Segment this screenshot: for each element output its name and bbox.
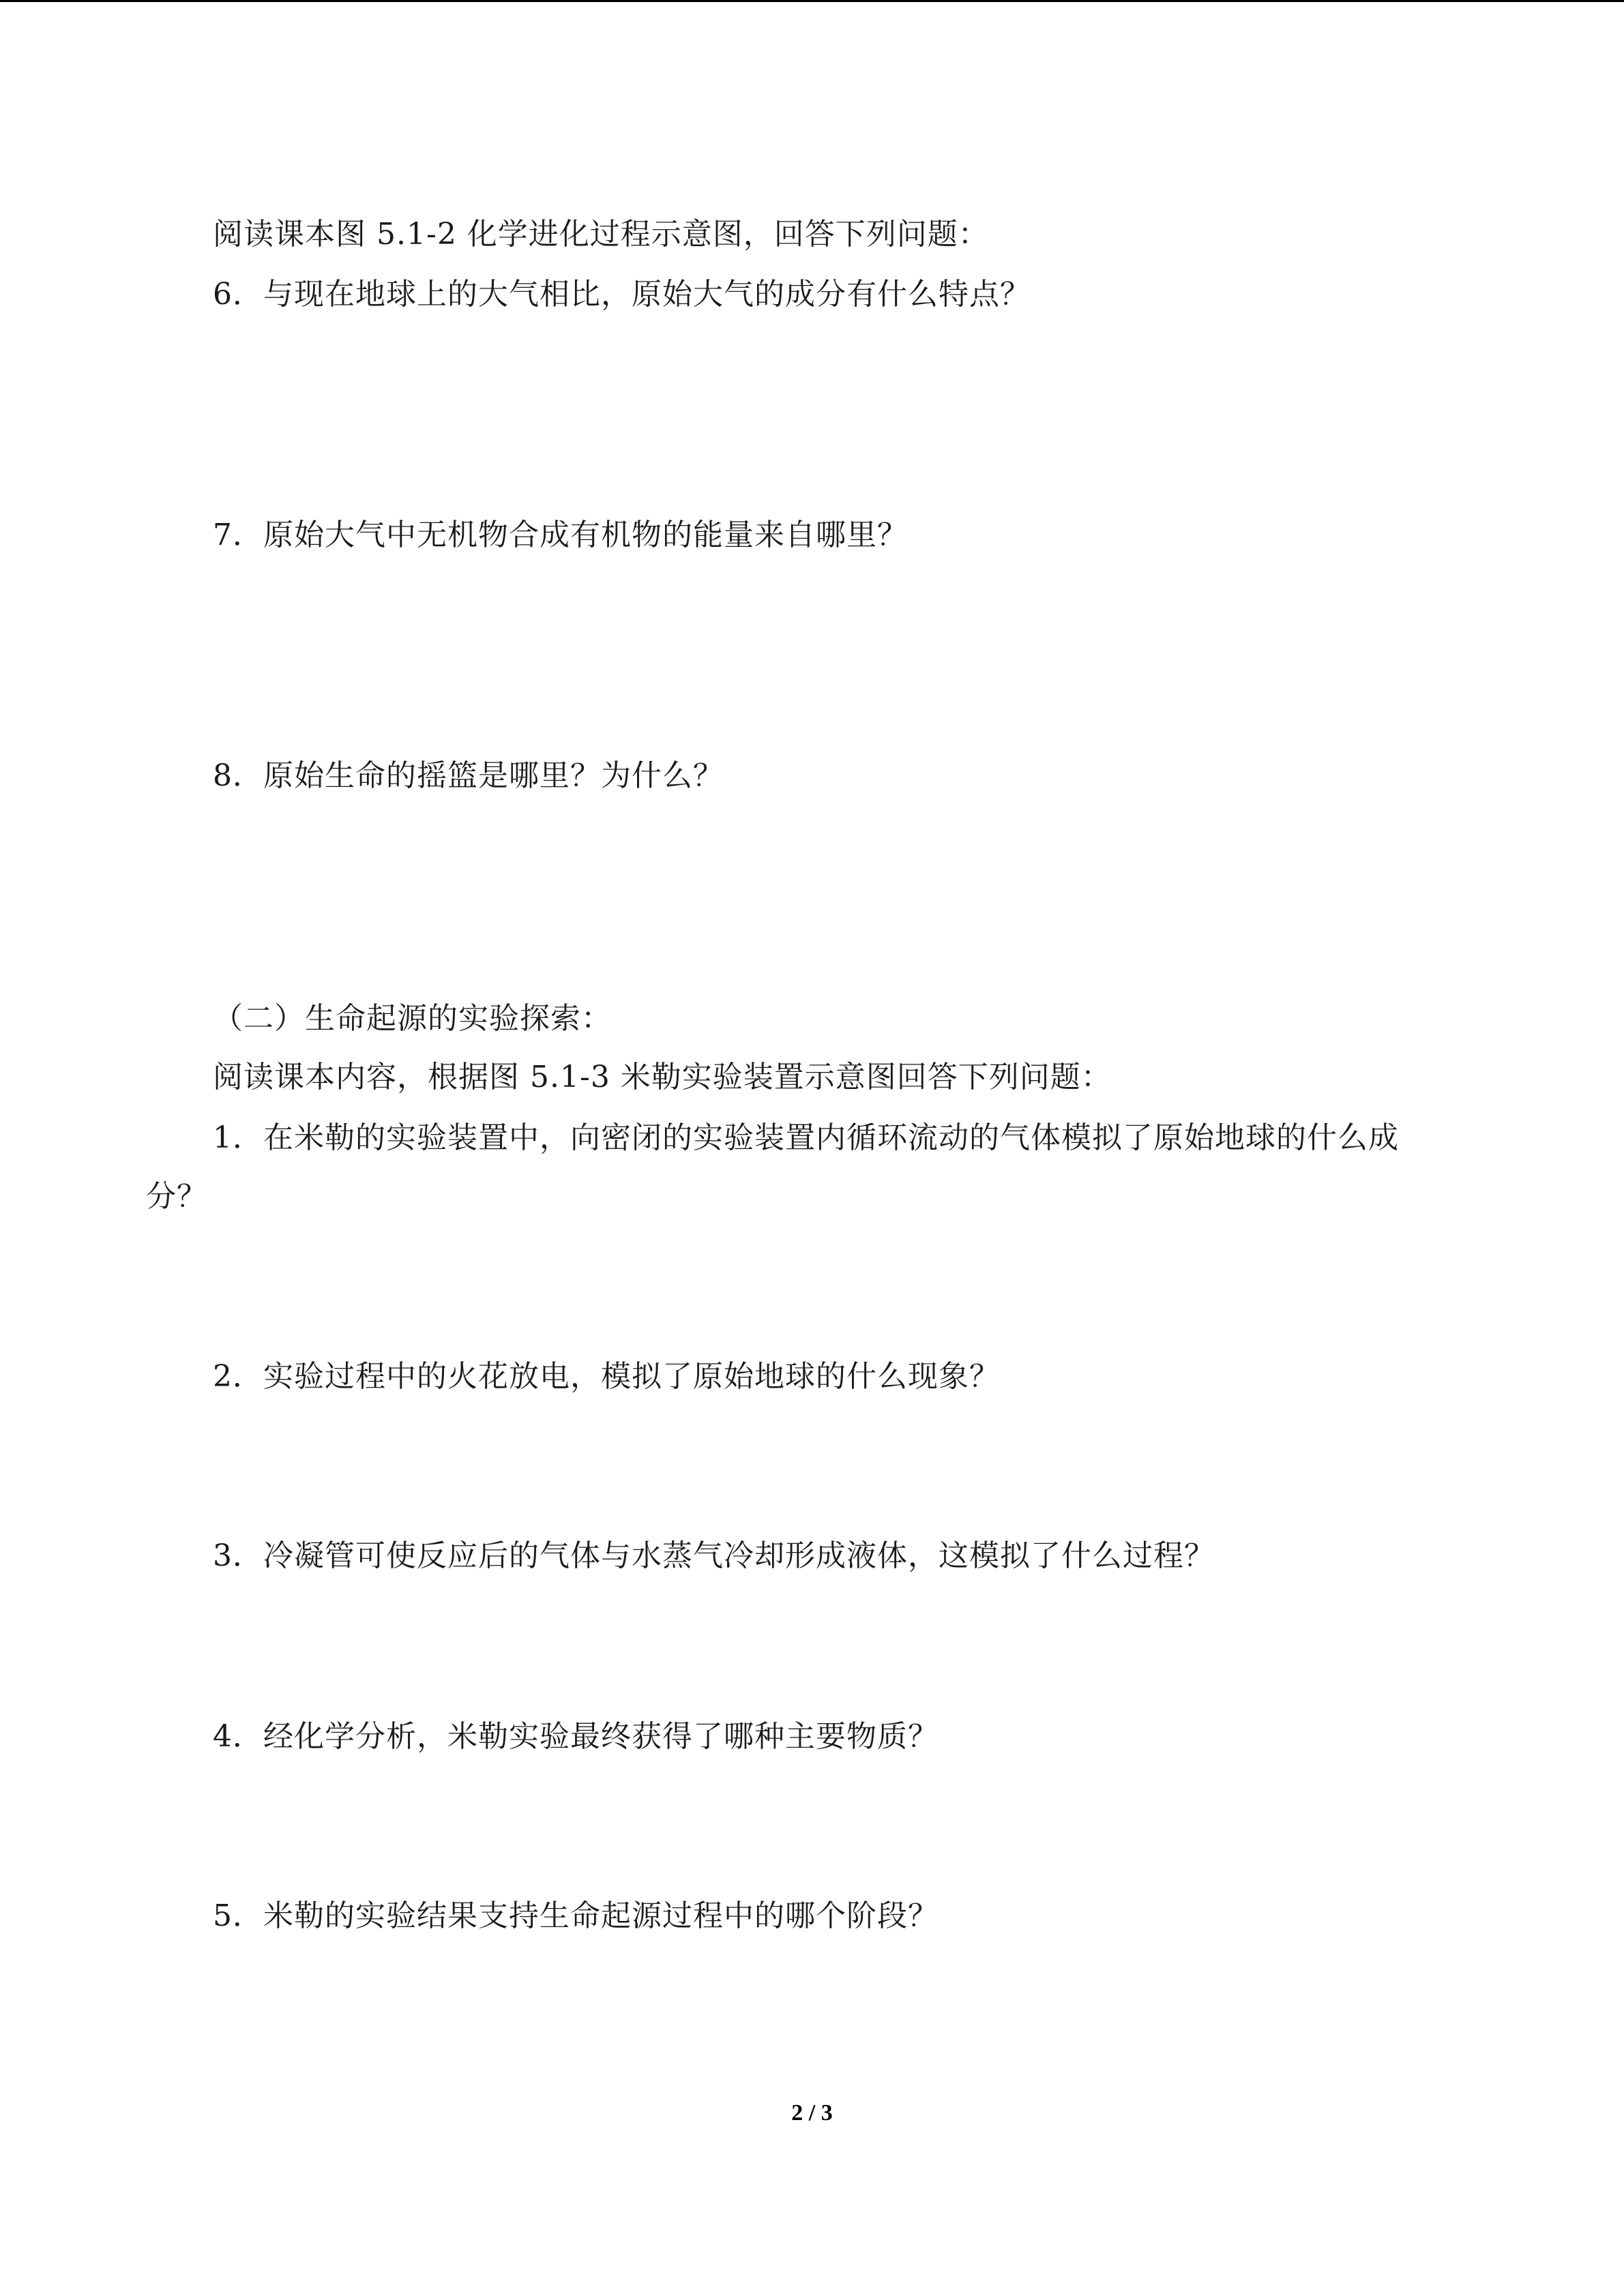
question-4: 4．经化学分析，米勒实验最终获得了哪种主要物质？: [213, 1719, 939, 1754]
section1-intro: 阅读课本图 5.1-2 化学进化过程示意图，回答下列问题：: [213, 217, 989, 252]
question-2: 2．实验过程中的火花放电，模拟了原始地球的什么现象？: [213, 1359, 1000, 1394]
top-border-line: [0, 0, 1624, 2]
question-1-line1: 1．在米勒的实验装置中，向密闭的实验装置内循环流动的气体模拟了原始地球的什么成: [213, 1120, 1399, 1155]
question-8: 8．原始生命的摇篮是哪里？为什么？: [213, 758, 724, 793]
question-3: 3．冷凝管可使反应后的气体与水蒸气冷却形成液体，这模拟了什么过程？: [213, 1538, 1215, 1573]
question-6: 6．与现在地球上的大气相比，原始大气的成分有什么特点？: [213, 277, 1031, 312]
question-7: 7．原始大气中无机物合成有机物的能量来自哪里？: [213, 518, 908, 552]
page-number: 2 / 3: [791, 2100, 833, 2126]
question-1-line2: 分？: [146, 1179, 207, 1214]
section2-intro: 阅读课本内容，根据图 5.1-3 米勒实验装置示意图回答下列问题：: [213, 1060, 1112, 1094]
question-5: 5．米勒的实验结果支持生命起源过程中的哪个阶段？: [213, 1898, 939, 1933]
section2-heading: （二）生命起源的实验探索：: [213, 1001, 612, 1036]
